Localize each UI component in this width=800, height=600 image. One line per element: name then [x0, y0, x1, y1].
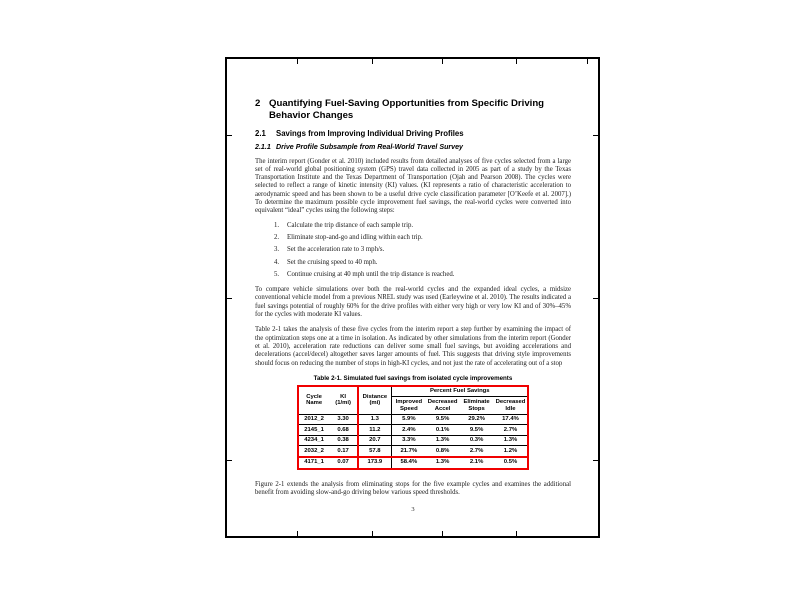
decreased-idle-cell: 17.4%	[494, 414, 529, 425]
cycle-name-cell: 2012_2	[298, 414, 330, 425]
col-header-decreased-accel: Decreased Accel	[426, 397, 460, 414]
ki-cell: 3.30	[330, 414, 358, 425]
eliminate-stops-cell: 0.3%	[460, 435, 494, 446]
subsection-title: Savings from Improving Individual Driving Profiles	[276, 129, 464, 138]
fuel-savings-table	[297, 385, 530, 470]
decreased-accel-cell: 9.5%	[426, 414, 460, 425]
list-item-text: Set the cruising speed to 40 mph.	[287, 258, 378, 266]
decreased-accel-cell: 0.1%	[426, 425, 460, 436]
decreased-accel-cell: 1.3%	[435, 459, 450, 466]
section-number: 2	[255, 98, 261, 109]
section-heading	[255, 98, 571, 121]
scan-tick-mark	[587, 59, 588, 64]
table-row	[298, 457, 529, 469]
improved-speed-cell: 5.9%	[392, 414, 426, 425]
col-header-distance: Distance (mi)	[358, 386, 392, 414]
decreased-idle-cell: 1.2%	[494, 446, 529, 457]
col-header-eliminate-stops: Eliminate Stops	[460, 397, 494, 414]
group-header-percent-fuel-savings: Percent Fuel Savings	[392, 386, 529, 397]
subsubsection-heading	[255, 143, 571, 152]
list-item-number: 2.	[274, 233, 280, 241]
scan-tick-mark	[516, 59, 517, 64]
subsubsection-title: Drive Profile Subsample from Real-World Travel Survey	[276, 143, 463, 151]
table-row	[298, 435, 529, 446]
subsubsection-number: 2.1.1	[255, 143, 271, 151]
decreased-idle-cell: 0.5%	[503, 459, 518, 466]
improved-speed-cell: 3.3%	[392, 435, 426, 446]
eliminate-stops-cell: 2.7%	[460, 446, 494, 457]
scan-tick-mark	[372, 59, 373, 64]
table-header-row	[298, 386, 529, 397]
list-item	[274, 271, 571, 279]
list-item-text: Continue cruising at 40 mph until the trip distance is reached.	[287, 271, 455, 279]
distance-cell: 57.8	[358, 446, 392, 457]
table-caption: Table 2-1. Simulated fuel savings from isolated cycle improvements	[313, 374, 513, 382]
decreased-accel-cell: 0.8%	[426, 446, 460, 457]
distance-cell: 173.9	[358, 457, 392, 469]
decreased-idle-cell: 2.7%	[494, 425, 529, 436]
ki-cell: 0.68	[330, 425, 358, 436]
scan-tick-mark	[516, 531, 517, 536]
list-item	[274, 246, 571, 254]
scan-tick-mark	[297, 59, 298, 64]
page-number: 3	[411, 506, 415, 514]
paragraph-figure-ref: Figure 2-1 extends the analysis from eliminating stops for the five example cycles and examines the additional benefit from avoiding slow-and-go driving below various speed thresholds.	[255, 480, 571, 496]
scan-tick-mark	[372, 531, 373, 536]
list-item-text: Calculate the trip distance of each sample trip.	[287, 221, 414, 229]
scan-tick-mark	[227, 460, 232, 461]
subsection-number: 2.1	[255, 129, 266, 138]
list-item-number: 4.	[274, 258, 280, 266]
list-item	[274, 234, 571, 242]
improved-speed-cell: 21.7%	[392, 446, 426, 457]
scan-tick-mark	[297, 531, 298, 536]
decreased-accel-cell: 1.3%	[426, 435, 460, 446]
distance-cell: 11.2	[358, 425, 392, 436]
distance-cell: 20.7	[358, 435, 392, 446]
cycle-name-cell: 2032_2	[298, 446, 330, 457]
list-item-number: 1.	[274, 221, 280, 229]
subsection-heading	[255, 129, 571, 138]
distance-cell: 1.3	[358, 414, 392, 425]
cycle-name-cell: 4171_1	[304, 459, 324, 466]
ki-cell: 0.07	[330, 457, 358, 469]
table-row	[298, 425, 529, 436]
paragraph-intro: The interim report (Gonder et al. 2010) included results from detailed analyses of five cycles selected from a large set of real-world global positioning system (GPS) travel data collected in 2005 as part of a study by the Texas Transportation Institute and the Texas Department of Transportation (Ojah and Pearson 2008). The cycles were selected to reflect a range of kinetic intensity (KI) values. (KI represents a ratio of characteristic acceleration to aerodynamic speed and has been shown to be a useful drive cycle classification parameter [O’Keefe et al. 2007].) To determine the maximum possible cycle improvement fuel savings, the real-world cycles were converted into equivalent “ideal” cycles using the following steps:	[255, 157, 571, 215]
scan-tick-mark	[442, 531, 443, 536]
scan-tick-mark	[442, 59, 443, 64]
scan-tick-mark	[593, 460, 598, 461]
section-title: Quantifying Fuel-Saving Opportunities from Specific Driving Behavior Changes	[269, 98, 545, 121]
col-header-improved-speed: Improved Speed	[392, 397, 426, 414]
cycle-name-cell: 4234_1	[298, 435, 330, 446]
col-header-ki: KI (1/mi)	[330, 386, 358, 414]
scan-tick-mark	[227, 298, 232, 299]
list-item-number: 3.	[274, 246, 280, 254]
list-item	[274, 222, 571, 230]
improved-speed-cell: 58.4%	[400, 459, 418, 466]
ki-cell: 0.38	[330, 435, 358, 446]
document-page	[225, 57, 600, 538]
page-content	[255, 98, 571, 513]
list-item-text: Set the acceleration rate to 3 mph/s.	[287, 246, 385, 254]
numbered-list	[274, 222, 571, 280]
paragraph-table-analysis: Table 2-1 takes the analysis of these five cycles from the interim report a step further by examining the impact of the optimization steps one at a time in isolation. As indicated by other simulations from the interim report (Gonder et al. 2010), acceleration rate reductions can deliver some small fuel savings, but avoiding accelerations and decelerations (accel/decel) altogether saves larger amounts of fuel. This suggests that driving style improvements should focus on reducing the number of stops in high-KI cycles, and not just the rate of accelerating out of a stop	[255, 326, 571, 367]
table-row	[298, 446, 529, 457]
improved-speed-cell: 2.4%	[392, 425, 426, 436]
cycle-name-cell: 2145_1	[298, 425, 330, 436]
paragraph-simulations: To compare vehicle simulations over both the real-world cycles and the expanded ideal cycles, a midsize conventional vehicle model from a previous NREL study was used (Earleywine et al. 2010). The results indicated a fuel savings potential of roughly 60% for the drive profiles with either very high or very low KI and of 30%–45% for the cycles with moderate KI values.	[255, 286, 571, 319]
list-item-number: 5.	[274, 271, 280, 279]
eliminate-stops-cell: 2.1%	[469, 459, 484, 466]
scan-tick-mark	[593, 298, 598, 299]
table-row	[298, 414, 529, 425]
eliminate-stops-cell: 29.2%	[460, 414, 494, 425]
col-header-decreased-idle: Decreased Idle	[494, 397, 529, 414]
ki-cell: 0.17	[330, 446, 358, 457]
list-item	[274, 259, 571, 267]
scan-tick-mark	[227, 135, 232, 136]
decreased-idle-cell: 1.3%	[494, 435, 529, 446]
eliminate-stops-cell: 9.5%	[460, 425, 494, 436]
scan-tick-mark	[593, 135, 598, 136]
list-item-text: Eliminate stop-and-go and idling within each trip.	[287, 233, 423, 241]
col-header-cycle: Cycle Name	[298, 386, 330, 414]
